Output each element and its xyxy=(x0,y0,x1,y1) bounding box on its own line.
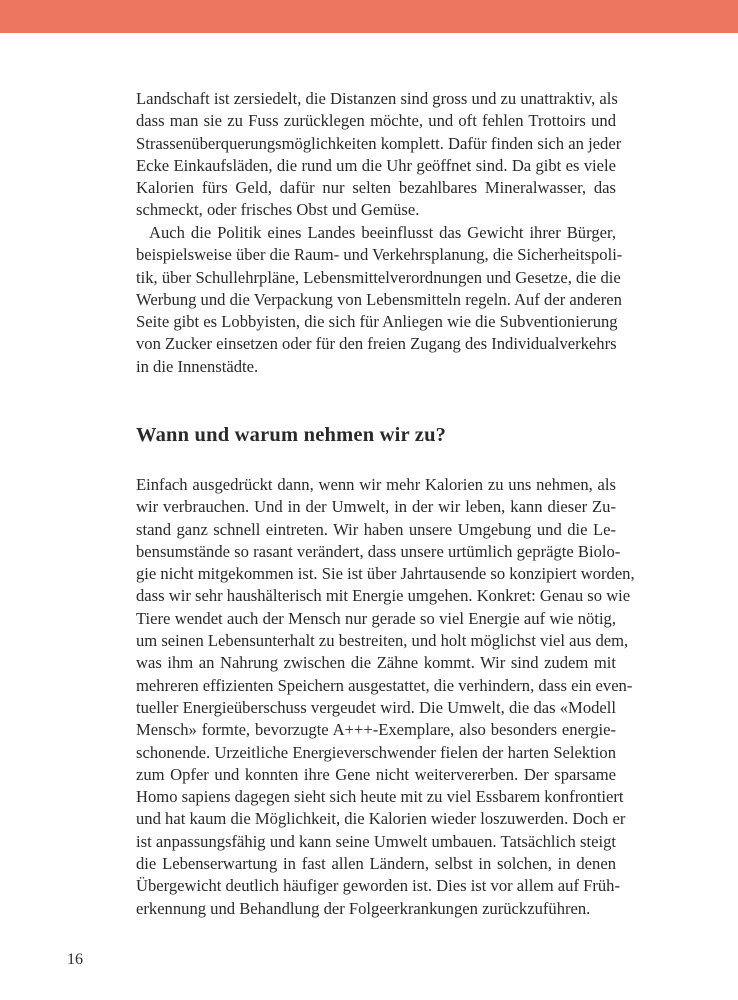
text-line: schonende. Urzeitliche Energieverschwender fielen der harten Selektion xyxy=(136,742,616,762)
text-line: tueller Energieüberschuss vergeudet wird. Die Umwelt, die das «Modell xyxy=(136,697,616,717)
section-heading: Wann und warum nehmen wir zu? xyxy=(136,424,447,446)
text-line: in die Innenstädte. xyxy=(136,356,259,376)
text-line: erkennung und Behandlung der Folgeerkrankungen zurückzuführen. xyxy=(136,898,591,918)
text-line: mehreren effizienten Speichern ausgestattet, die verhindern, dass ein even- xyxy=(136,675,633,695)
text-line: von Zucker einsetzen oder für den freien Zugang des Individualverkehrs xyxy=(136,334,617,354)
text-line: Einfach ausgedrückt dann, wenn wir mehr Kalorien zu uns nehmen, als xyxy=(136,475,616,494)
text-line: Auch die Politik eines Landes beeinflusst das Gewicht ihrer Bürger, xyxy=(149,223,616,242)
text-line: bensumstände so rasant verändert, dass unsere urtümlich geprägte Biolo- xyxy=(136,541,621,561)
paragraph-section-body xyxy=(136,474,635,920)
text-line: was ihm an Nahrung zwischen die Zähne kommt. Wir sind zudem mit xyxy=(136,653,616,673)
text-line: die Lebenserwartung in fast allen Ländern, selbst in solchen, in denen xyxy=(136,854,616,874)
text-line: stand ganz schnell eintreten. Wir haben unsere Umgebung und die Le- xyxy=(136,519,616,539)
text-line: schmeckt, oder frisches Obst und Gemüse. xyxy=(136,200,420,220)
text-line: beispielsweise über die Raum- und Verkehrsplanung, die Sicherheitspoli- xyxy=(136,245,623,265)
paragraph-landscape xyxy=(136,88,622,222)
text-line: Homo sapiens dagegen sieht sich heute mit zu viel Essbarem konfrontiert xyxy=(136,787,624,807)
text-line: Kalorien fürs Geld, dafür nur selten bezahlbares Mineralwasser, das xyxy=(136,178,616,198)
text-line: Werbung und die Verpackung von Lebensmitteln regeln. Auf der anderen xyxy=(136,289,622,309)
text-line: um seinen Lebensunterhalt zu bestreiten, und holt möglichst viel aus dem, xyxy=(136,631,629,651)
text-line: Tiere wendet auch der Mensch nur gerade so viel Energie auf wie nötig, xyxy=(136,608,616,628)
text-line: tik, über Schullehrpläne, Lebensmittelverordnungen und Gesetze, die die xyxy=(136,267,621,287)
page-number: 16 xyxy=(67,951,83,968)
text-line: gie nicht mitgekommen ist. Sie ist über Jahrtausende so konzipiert worden, xyxy=(136,564,635,584)
paragraph-politics xyxy=(136,222,623,378)
text-line: Strassenüberquerungsmöglichkeiten komplett. Dafür finden sich an jeder xyxy=(136,133,622,153)
text-line: Mensch» formte, bevorzugte A+++-Exemplare, also besonders energie- xyxy=(136,720,616,740)
header-color-band xyxy=(0,0,738,33)
text-line: zum Opfer und konnten ihre Gene nicht weitervererben. Der sparsame xyxy=(136,764,616,784)
text-line: Ecke Einkaufsläden, die rund um die Uhr geöffnet sind. Da gibt es viele xyxy=(136,155,616,175)
text-line: dass wir sehr haushälterisch mit Energie umgehen. Konkret: Genau so wie xyxy=(136,586,631,606)
text-line: dass man sie zu Fuss zurücklegen möchte, und oft fehlen Trottoirs und xyxy=(136,111,616,131)
text-line: ist anpassungsfähig und kann seine Umwelt umbauen. Tatsächlich steigt xyxy=(136,831,616,851)
text-line: Landschaft ist zersiedelt, die Distanzen sind gross und zu unattraktiv, als xyxy=(136,89,618,108)
text-line: Übergewicht deutlich häufiger geworden ist. Dies ist vor allem auf Früh- xyxy=(136,876,621,896)
text-line: und hat kaum die Möglichkeit, die Kalorien wieder loszuwerden. Doch er xyxy=(136,809,626,829)
text-line: wir verbrauchen. Und in der Umwelt, in der wir leben, kann dieser Zu- xyxy=(136,497,616,517)
text-line: Seite gibt es Lobbyisten, die sich für Anliegen wie die Subventionierung xyxy=(136,312,618,332)
